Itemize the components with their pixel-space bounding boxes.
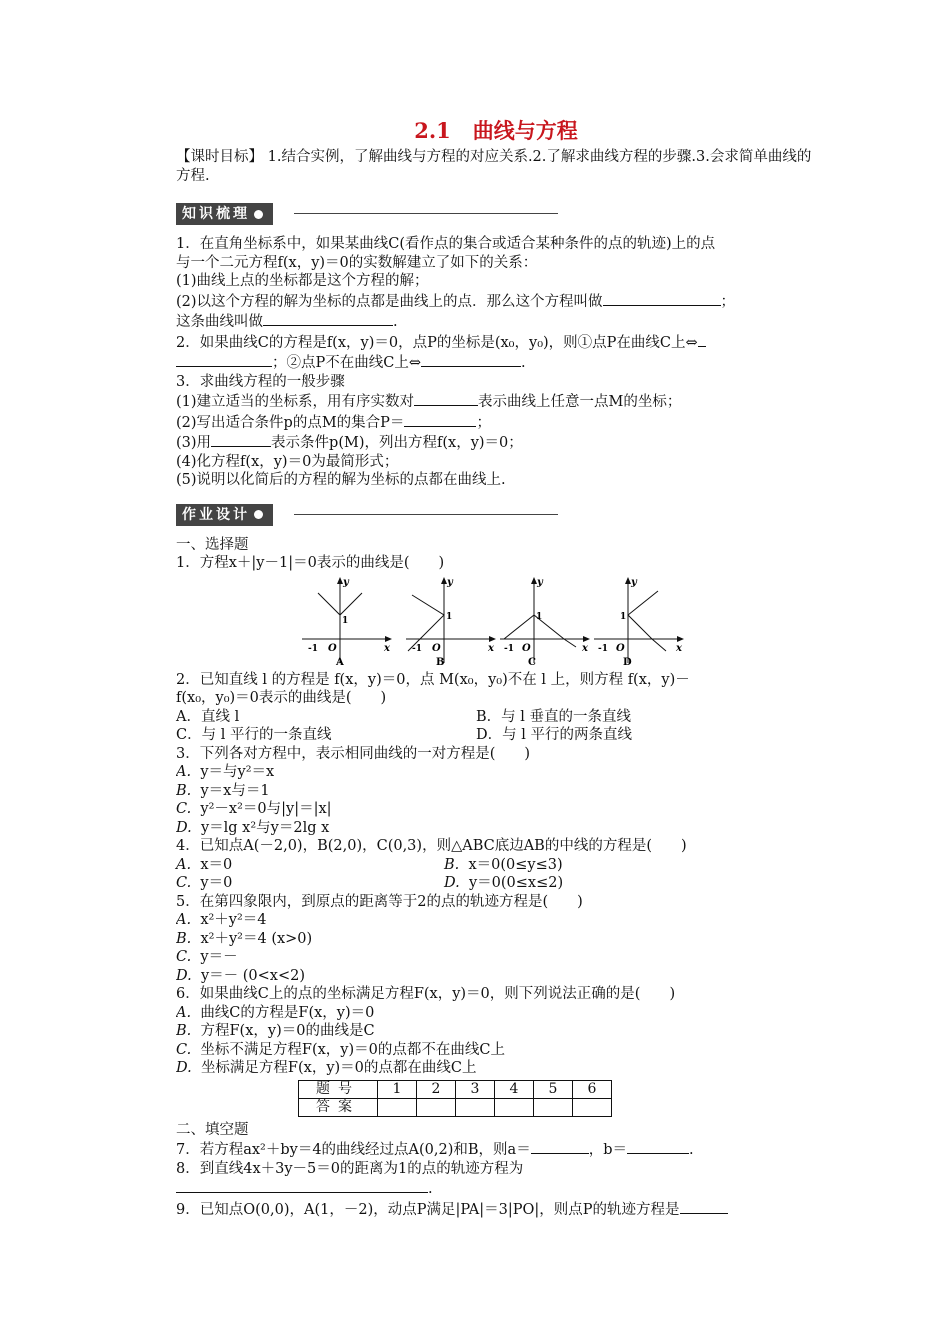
graph-label-c: C [528, 656, 536, 667]
objective [176, 148, 816, 185]
answer-blank [414, 391, 478, 406]
q7: 7．若方程ax²＋by＝4的曲线经过点A(0,2)和B，则a＝ ，b＝ . [176, 1139, 816, 1160]
graph-axis-y: y [447, 576, 453, 588]
q8-answer-line: . [176, 1178, 816, 1199]
graph-neg-one: -1 [598, 643, 608, 654]
title-number: 2.1 [414, 118, 451, 143]
q3-option-d[interactable]: D. y＝lg x²与y＝2lg x [176, 819, 330, 836]
answer-table-row-numbers [299, 1080, 612, 1098]
graph-d [592, 575, 687, 667]
q6-option-b[interactable]: B. 方程F(x，y)＝0的曲线是C [176, 1023, 375, 1039]
q4-options-row1 [176, 856, 816, 875]
answer-table-header: 答案 [299, 1098, 378, 1116]
k-p2a: 2．如果曲线C的方程是f(x，y)＝0，点P的坐标是(x₀，y₀)，则①点P在曲线C上⇔ [176, 332, 816, 353]
answer-blank[interactable] [680, 1199, 728, 1214]
answer-table-row-answers [299, 1098, 612, 1116]
answer-table [298, 1080, 612, 1117]
answer-cell[interactable] [456, 1098, 495, 1116]
q6: 6．如果曲线C上的点的坐标满足方程F(x，y)＝0，则下列说法正确的是( ) [176, 986, 676, 1002]
answer-blank [263, 311, 393, 326]
q6-option-c[interactable]: C. 坐标不满足方程F(x，y)＝0的点都不在曲线C上 [176, 1041, 505, 1058]
answer-blank[interactable] [531, 1139, 589, 1154]
q2-options-row1 [176, 708, 816, 727]
graph-one: 1 [342, 615, 349, 626]
answer-table-num: 2 [417, 1080, 456, 1098]
k-p1e: 这条曲线叫做 . [176, 311, 816, 332]
graph-one: 1 [446, 611, 453, 622]
section-knowledge [176, 203, 816, 225]
q4: 4．已知点A(－2,0)，B(2,0)，C(0,3)，则△ABC底边AB的中线的方程是( ) [176, 838, 687, 854]
k-p2b: ；②点P不在曲线C上⇔ . [176, 352, 816, 373]
k-s2: (2)写出适合条件p的点M的集合P＝ ； [176, 412, 816, 433]
q9: 9．已知点O(0,0)，A(1，－2)，动点P满足|PA|＝3|PO|，则点P的轨迹方程是 [176, 1199, 816, 1220]
k-p1b: 与一个二元方程f(x，y)＝0的实数解建立了如下的关系： [176, 254, 538, 271]
k-s4: (4)化方程f(x，y)＝0为最简形式； [176, 453, 399, 470]
page-title [176, 118, 816, 144]
q3-option-a[interactable]: A. y＝与y²＝x [176, 764, 275, 780]
k-p3: 3．求曲线方程的一般步骤 [176, 373, 345, 390]
graph-axis-y: y [343, 576, 349, 588]
k-s1: (1)建立适当的坐标系，用有序实数对 表示曲线上任意一点M的坐标； [176, 391, 816, 412]
graph-origin: O [328, 642, 337, 654]
q5-option-d[interactable]: D. y＝－ (0<x<2) [176, 967, 305, 984]
q4-option-d[interactable]: D. y＝0(0≤x≤2) [444, 875, 564, 891]
graph-axis-x: x [582, 642, 588, 654]
answer-blank [421, 352, 521, 367]
answer-table-num: 1 [378, 1080, 417, 1098]
objective-text: 1.结合实例，了解曲线与方程的对应关系.2.了解求曲线方程的步骤.3.会求简单曲线的方程. [176, 149, 812, 184]
q2-option-c[interactable]: C．与 l 平行的一条直线 [176, 727, 332, 743]
answer-cell[interactable] [495, 1098, 534, 1116]
q2-option-b[interactable]: B．与 l 垂直的一条直线 [476, 708, 632, 725]
answer-blank [404, 412, 476, 427]
answer-blank [211, 432, 271, 447]
q6-option-a[interactable]: A. 曲线C的方程是F(x，y)＝0 [176, 1004, 375, 1021]
answer-blank [698, 332, 706, 347]
section-homework-label: 作业设计 [182, 506, 250, 523]
graph-axis-x: x [488, 642, 494, 654]
answer-blank [603, 291, 721, 306]
q3-option-c[interactable]: C. y²－x²＝0与|y|＝|x| [176, 801, 332, 817]
graph-axis-y: y [537, 576, 543, 588]
answer-table-num: 3 [456, 1080, 495, 1098]
graph-neg-one: -1 [308, 643, 318, 654]
q4-options-row2 [176, 874, 816, 893]
answer-blank[interactable] [627, 1139, 689, 1154]
graph-origin: O [432, 642, 441, 654]
graph-one: 1 [620, 611, 627, 622]
section-rule [294, 514, 558, 515]
graph-label-b: B [436, 656, 445, 667]
answer-blank [176, 352, 272, 367]
q5-option-b[interactable]: B. x²＋y²＝4 (x>0) [176, 930, 313, 947]
k-s5: (5)说明以化简后的方程的解为坐标的点都在曲线上. [176, 472, 506, 488]
part2-heading: 二、填空题 [176, 1121, 249, 1138]
answer-table-num: 6 [573, 1080, 612, 1098]
q1: 1．方程x＋|y－1|＝0表示的曲线是( ) [176, 555, 445, 571]
q3: 3．下列各对方程中，表示相同曲线的一对方程是( ) [176, 745, 531, 762]
q2-line1: 2．已知直线 l 的方程是 f(x，y)＝0，点 M(x₀，y₀)不在 l 上，则方程 f(x，y)－ [176, 671, 690, 688]
section-rule [294, 213, 558, 214]
document-page [176, 118, 816, 1219]
answer-blank[interactable] [176, 1178, 428, 1193]
q4-option-b[interactable]: B. x＝0(0≤y≤3) [444, 856, 563, 873]
graph-origin: O [616, 642, 625, 654]
section-homework [176, 504, 816, 526]
graph-axis-x: x [384, 642, 390, 654]
objective-label: 【课时目标】 [176, 149, 263, 165]
section-dot-icon [254, 210, 263, 219]
answer-cell[interactable] [573, 1098, 612, 1116]
answer-table-header: 题号 [299, 1080, 378, 1098]
graph-label-a: A [336, 656, 344, 667]
graph-b [404, 575, 499, 667]
part1-heading: 一、选择题 [176, 536, 249, 553]
section-knowledge-label: 知识梳理 [182, 206, 250, 222]
q5: 5．在第四象限内，到原点的距离等于2的点的轨迹方程是( ) [176, 893, 583, 910]
q1-graph-options [176, 575, 816, 667]
graph-axis-y: y [631, 576, 637, 588]
answer-cell[interactable] [534, 1098, 573, 1116]
q2-option-d[interactable]: D．与 l 平行的两条直线 [476, 727, 632, 743]
graph-label-d: D [623, 656, 632, 667]
q2-option-a[interactable]: A．直线 l [176, 708, 240, 725]
q5-option-c[interactable]: C. y＝－ [176, 949, 238, 965]
k-s3: (3)用 表示条件p(M)，列出方程f(x，y)＝0； [176, 432, 816, 453]
q4-option-c[interactable]: C. y＝0 [176, 875, 233, 891]
q2-options-row2 [176, 726, 816, 745]
q5-option-a[interactable]: A. x²＋y²＝4 [176, 912, 267, 928]
answer-table-num: 5 [534, 1080, 573, 1098]
q2-line2: f(x₀，y₀)＝0表示的曲线是( ) [176, 690, 387, 706]
q4-option-a[interactable]: A. x＝0 [176, 856, 233, 873]
graph-a [300, 575, 395, 667]
graph-neg-one: -1 [412, 643, 422, 654]
graph-neg-one: -1 [504, 643, 514, 654]
title-text: 曲线与方程 [472, 118, 578, 143]
q3-option-b[interactable]: B. y＝x与＝1 [176, 782, 270, 799]
k-p1a: 1．在直角坐标系中，如果某曲线C(看作点的集合或适合某种条件的点的轨迹)上的点 [176, 236, 716, 252]
graph-axis-x: x [676, 642, 682, 654]
answer-cell[interactable] [378, 1098, 417, 1116]
answer-table-num: 4 [495, 1080, 534, 1098]
k-p1c: (1)曲线上点的坐标都是这个方程的解； [176, 273, 429, 289]
k-p1d: (2)以这个方程的解为坐标的点都是曲线上的点．那么这个方程叫做 ； [176, 291, 816, 312]
q8: 8．到直线4x＋3y－5＝0的距离为1的点的轨迹方程为 [176, 1160, 524, 1177]
answer-cell[interactable] [417, 1098, 456, 1116]
graph-origin: O [522, 642, 531, 654]
section-dot-icon [254, 510, 263, 519]
q6-option-d[interactable]: D. 坐标满足方程F(x，y)＝0的点都在曲线C上 [176, 1060, 477, 1076]
graph-one: 1 [536, 611, 543, 622]
graph-c [498, 575, 593, 667]
